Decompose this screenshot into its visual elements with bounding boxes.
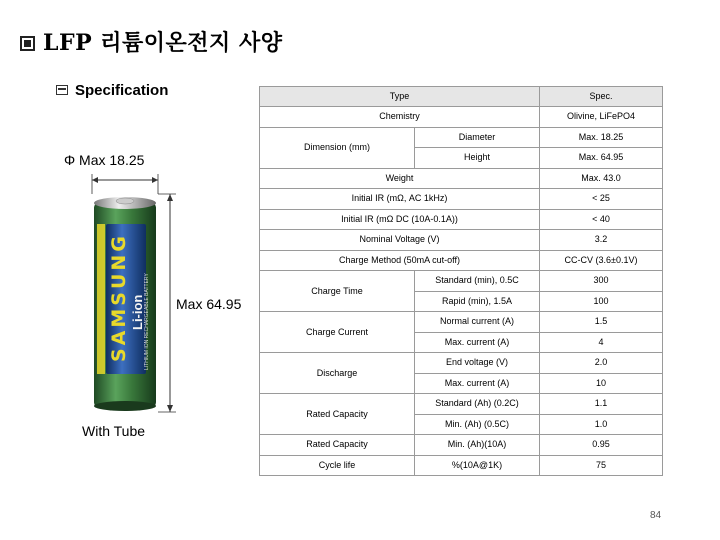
header-type: Type xyxy=(260,87,540,107)
row-label: Rated Capacity xyxy=(260,435,415,456)
battery-subtext: LITHIUM ION RECHARGEABLE BATTERY xyxy=(144,273,150,370)
spec-heading-text: Specification xyxy=(75,82,169,99)
table-row xyxy=(260,107,663,128)
table-row xyxy=(260,271,663,292)
row-sublabel: %(10A@1K) xyxy=(415,455,540,476)
table-row xyxy=(260,250,663,271)
row-value: Olivine, LiFePO4 xyxy=(540,107,663,128)
row-sublabel: Height xyxy=(415,148,540,169)
slide-title xyxy=(20,26,282,57)
row-label: Cycle life xyxy=(260,455,415,476)
header-spec: Spec. xyxy=(540,87,663,107)
row-value: 300 xyxy=(540,271,663,292)
table-row xyxy=(260,189,663,210)
table-row xyxy=(260,394,663,415)
row-value: 3.2 xyxy=(540,230,663,251)
battery-figure xyxy=(46,74,260,494)
tube-label: With Tube xyxy=(82,423,146,439)
row-sublabel: Max. current (A) xyxy=(415,332,540,353)
row-sublabel: Rapid (min), 1.5A xyxy=(415,291,540,312)
document-icon xyxy=(56,85,68,95)
row-group-label: Charge Time xyxy=(260,271,415,312)
row-value: 10 xyxy=(540,373,663,394)
spec-heading xyxy=(56,82,168,99)
row-sublabel: Diameter xyxy=(415,127,540,148)
row-label: Initial IR (mΩ, AC 1kHz) xyxy=(260,189,540,210)
row-value: 1.0 xyxy=(540,414,663,435)
table-header-row xyxy=(260,87,663,107)
table-row xyxy=(260,312,663,333)
length-label: Max 64.95 xyxy=(176,296,242,312)
row-value: 0.95 xyxy=(540,435,663,456)
row-group-label: Rated Capacity xyxy=(260,394,415,435)
row-label: Weight xyxy=(260,168,540,189)
battery-cell-image xyxy=(92,194,158,412)
row-value: < 40 xyxy=(540,209,663,230)
table-row xyxy=(260,455,663,476)
table-row xyxy=(260,127,663,148)
row-group-label: Dimension (mm) xyxy=(260,127,415,168)
row-sublabel: End voltage (V) xyxy=(415,353,540,374)
row-sublabel: Standard (Ah) (0.2C) xyxy=(415,394,540,415)
row-sublabel: Min. (Ah) (0.5C) xyxy=(415,414,540,435)
row-group-label: Charge Current xyxy=(260,312,415,353)
row-label: Chemistry xyxy=(260,107,540,128)
row-sublabel: Min. (Ah)(10A) xyxy=(415,435,540,456)
row-value: < 25 xyxy=(540,189,663,210)
row-value: Max. 64.95 xyxy=(540,148,663,169)
spec-table xyxy=(259,86,663,476)
slide-title-text: LFP 리튬이온전지 사양 xyxy=(43,30,283,56)
row-sublabel: Max. current (A) xyxy=(415,373,540,394)
row-value: 100 xyxy=(540,291,663,312)
row-value: 2.0 xyxy=(540,353,663,374)
table-row xyxy=(260,209,663,230)
row-value: 4 xyxy=(540,332,663,353)
row-value: 1.5 xyxy=(540,312,663,333)
row-value: Max. 43.0 xyxy=(540,168,663,189)
row-sublabel: Standard (min), 0.5C xyxy=(415,271,540,292)
row-label: Nominal Voltage (V) xyxy=(260,230,540,251)
checkbox-bullet-icon xyxy=(20,36,35,51)
row-group-label: Discharge xyxy=(260,353,415,394)
row-sublabel: Normal current (A) xyxy=(415,312,540,333)
table-row xyxy=(260,435,663,456)
diameter-label: Φ Max 18.25 xyxy=(64,152,145,168)
row-value: 1.1 xyxy=(540,394,663,415)
row-label: Charge Method (50mA cut-off) xyxy=(260,250,540,271)
row-label: Initial IR (mΩ DC (10A-0.1A)) xyxy=(260,209,540,230)
row-value: 75 xyxy=(540,455,663,476)
table-row xyxy=(260,353,663,374)
table-row xyxy=(260,230,663,251)
battery-brand-text: SAMSUNG xyxy=(108,233,130,362)
row-value: CC-CV (3.6±0.1V) xyxy=(540,250,663,271)
page-number: 84 xyxy=(650,510,662,521)
battery-model-text: Li-ion xyxy=(130,294,145,330)
row-value: Max. 18.25 xyxy=(540,127,663,148)
table-row xyxy=(260,168,663,189)
